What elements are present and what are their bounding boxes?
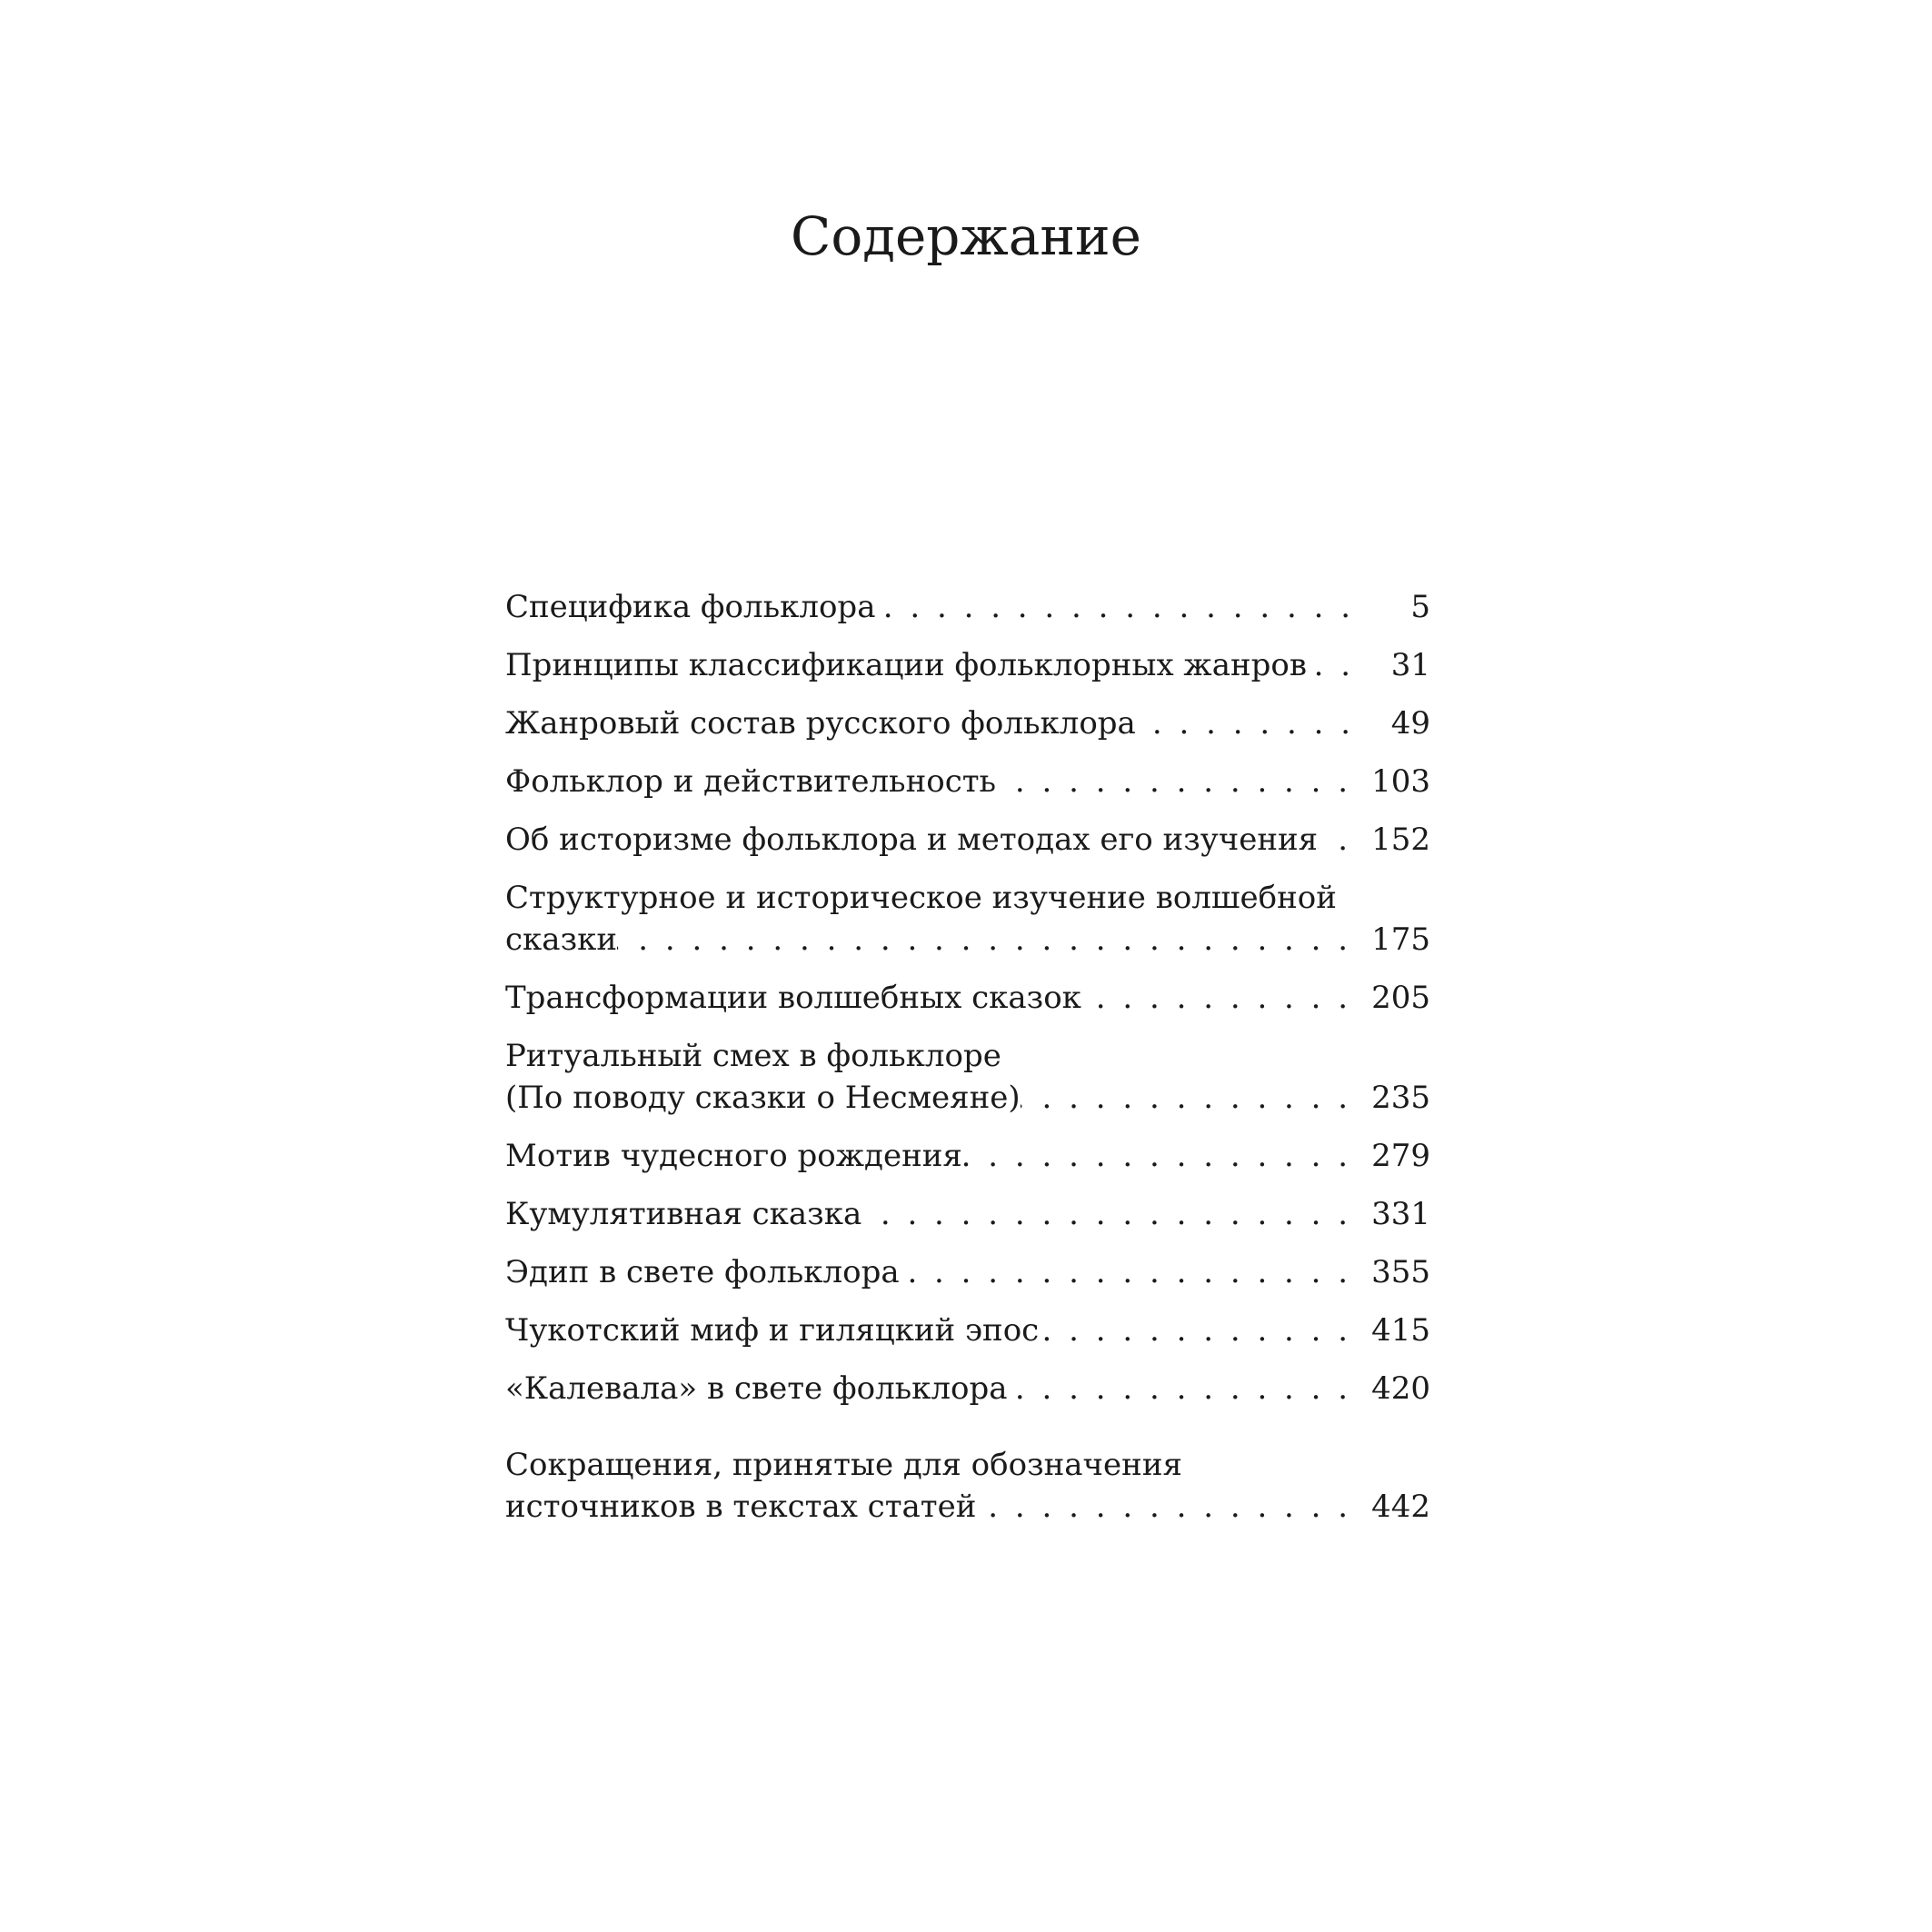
toc-entry-title: Трансформации волшебных сказок [505, 980, 1081, 1016]
toc-entry-title: сказки [505, 921, 618, 958]
dot-leader [976, 1486, 1371, 1528]
toc-page-number: 355 [1371, 1254, 1430, 1290]
toc-entry-title: Фольклор и действительность [505, 763, 997, 800]
dot-leader [1318, 819, 1371, 861]
toc-entry-title: Жанровый состав русского фольклора [505, 705, 1136, 742]
toc-entry[interactable] [505, 1368, 1430, 1409]
page-title: Содержание [790, 205, 1142, 267]
toc-entry-title: Принципы классификации фольклорных жанров [505, 647, 1308, 683]
toc-entry[interactable] [505, 702, 1430, 744]
toc-entry-title: «Калевала» в свете фольклора [505, 1370, 1008, 1407]
toc-page-number: 49 [1390, 705, 1430, 742]
toc-page-number: 415 [1371, 1312, 1430, 1349]
dot-leader [1021, 1077, 1371, 1119]
toc-entry[interactable] [505, 1135, 1430, 1177]
dot-leader [996, 761, 1371, 802]
dot-leader [962, 1135, 1371, 1177]
toc-page-number: 279 [1371, 1138, 1430, 1174]
toc-page-number: 103 [1371, 763, 1430, 800]
toc-entry-title: Кумулятивная сказка [505, 1196, 862, 1232]
toc-page-number: 420 [1371, 1370, 1430, 1407]
toc-page-number: 5 [1410, 589, 1430, 625]
toc-entry-title: Эдип в свете фольклора [505, 1254, 900, 1290]
toc-page-number: 205 [1371, 980, 1430, 1016]
toc-entry[interactable] [505, 1310, 1430, 1351]
toc-page-number: 175 [1371, 921, 1430, 958]
dot-leader [1039, 1310, 1371, 1351]
toc-entry[interactable] [505, 977, 1430, 1019]
toc-entry[interactable] [505, 586, 1430, 628]
toc-page-number: 442 [1371, 1489, 1430, 1525]
toc-entry-title: Специфика фольклора [505, 589, 876, 625]
toc-page-number: 152 [1371, 822, 1430, 858]
toc-entry[interactable] [505, 1251, 1430, 1293]
toc-entry-title: Чукотский миф и гиляцкий эпос [505, 1312, 1040, 1349]
toc-entry-title: источников в текстах статей [505, 1489, 977, 1525]
toc-entry-title-line: Ритуальный смех в фольклоре [505, 1038, 1001, 1074]
toc-entry-title: (По поводу сказки о Несмеяне) [505, 1080, 1021, 1116]
dot-leader [617, 919, 1371, 961]
toc-entry-title: Мотив чудесного рождения [505, 1138, 962, 1174]
toc-entry[interactable] [505, 1444, 1430, 1528]
toc-entry-title-line: Сокращения, принятые для обозначения [505, 1447, 1182, 1483]
toc-page-number: 235 [1371, 1080, 1430, 1116]
dot-leader [861, 1193, 1371, 1235]
toc-page-number: 31 [1390, 647, 1430, 683]
dot-leader [900, 1251, 1371, 1293]
dot-leader [1008, 1368, 1372, 1409]
dot-leader [1136, 702, 1374, 744]
toc-entry[interactable] [505, 1035, 1430, 1119]
toc-entry-title-line: Структурное и историческое изучение волшебной [505, 880, 1337, 916]
toc-entry[interactable] [505, 644, 1430, 686]
toc-entry[interactable] [505, 761, 1430, 802]
dot-leader [1081, 977, 1371, 1019]
table-of-contents [505, 586, 1430, 1544]
toc-entry[interactable] [505, 877, 1430, 961]
toc-entry[interactable] [505, 819, 1430, 861]
dot-leader [1307, 644, 1374, 686]
toc-entry[interactable] [505, 1193, 1430, 1235]
toc-page-number: 331 [1371, 1196, 1430, 1232]
toc-entry-title: Об историзме фольклора и методах его изучения [505, 822, 1319, 858]
dot-leader [875, 586, 1374, 628]
